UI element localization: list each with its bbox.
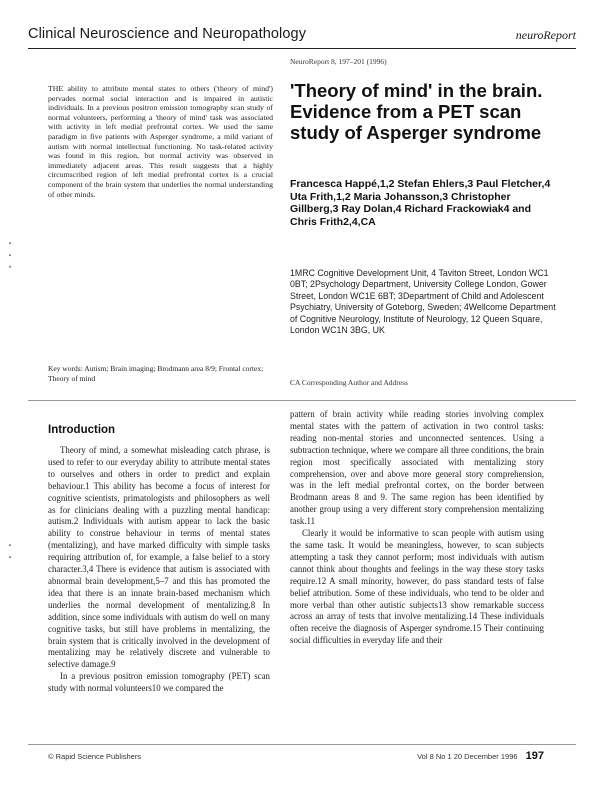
body-paragraph: pattern of brain activity while reading stories involving complex mental states with the pattern of activation in two control tasks: reading non-mental stories and unconnected sentences. Using a subtraction technique, where we compare all three conditions, the brain region most specifically associated with mentalizing story comprehension, over and above more general story comprehension, was in the left medial prefrontal cortex, on the border between Brodmann areas 8 and 9. The same region has been identified by another group using a very different story comprehension mentalizing task.11 xyxy=(290,409,544,527)
body-paragraph: In a previous positron emission tomography (PET) scan study with normal volunteers10 we compared the xyxy=(48,671,270,694)
section-divider xyxy=(28,400,576,401)
affiliations: 1MRC Cognitive Development Unit, 4 Taviton Street, London WC1 0BT; 2Psychology Department, University College London, Gower Street, London WC1E 6BT; 3Department of Child and Adolescent Psychiatry, University of Goteborg, Sweden; 4Wellcome Department of Cognitive Neurology, Institute of Neurology, 12 Queen Square, London WC1N 3BG, UK xyxy=(290,268,556,336)
body-column-right xyxy=(290,409,544,647)
corresponding-author-note: CA Corresponding Author and Address xyxy=(290,378,408,387)
publisher-credit: © Rapid Science Publishers xyxy=(48,752,142,761)
body-paragraph: Theory of mind, a somewhat misleading catch phrase, is used to refer to our everyday ability to attribute mental states to ourselves and others in order to predict and explain behaviour.1 This ability has become a focus of interest for cognitive scientists, primatologists and philosophers as well as for clinicians dealing with a puzzling mental handicap: autism.2 Individuals with autism appear to lack the basic ability to construe behaviour in terms of mental states (mentalizing), and have marked difficulty with simple tasks requiring attribution of, for example, a false belief to a story character.3,4 There is evidence that autism is associated with abnormal brain development,5–7 and this has promoted the idea that there is an innate brain-based mechanism which underlies the normal development of mentalizing.8 In addition, since some individuals with autism do well on many cognitive tasks, but still have problems in mentalizing, the brain system that is critically involved in the development of mentalizing may be relatively discrete and vulnerable to selective damage.9 xyxy=(48,445,270,670)
section-heading-introduction: Introduction xyxy=(48,424,116,436)
article-title: 'Theory of mind' in the brain. Evidence from a PET scan study of Asperger syndrome xyxy=(290,80,543,143)
margin-mark: ▪ ▪ ▪ xyxy=(6,238,14,271)
page-number: 197 xyxy=(525,750,544,762)
page-footer-issue xyxy=(417,750,544,762)
margin-mark: ▪ ▪ xyxy=(6,540,14,561)
header-rule xyxy=(28,48,576,49)
keywords: Key words: Autism; Brain imaging; Brodmann area 8/9; Frontal cortex; Theory of mind xyxy=(48,364,264,383)
author-list: Francesca Happé,1,2 Stefan Ehlers,3 Paul Fletcher,4 Uta Frith,1,2 Maria Johansson,3 Christopher Gillberg,3 Ray Dolan,4 Richard Frackowiak4 and Chris Frith2,4,CA xyxy=(290,178,551,228)
body-column-left xyxy=(48,445,270,695)
journal-brand-logo: neuroReport xyxy=(515,28,576,42)
body-paragraph: Clearly it would be informative to scan people with autism using the same task. It would be meaningless, however, to scan subjects attempting a task they cannot perform; most individuals with autism cannot think about thoughts and feelings in the way these story tasks require.12 A small minority, however, do pass standard tests of false belief attribution. Some of these individuals, who tend to be older and more verbal than other autistic subjects13 show remarkable success across an array of tests that involve mentalizing.14 These individuals often receive the diagnosis of Asperger syndrome.15 Their continuing social difficulties in everyday life and their xyxy=(290,528,544,646)
page-header xyxy=(28,22,576,50)
footer-rule xyxy=(28,744,576,745)
journal-section-title: Clinical Neuroscience and Neuropathology xyxy=(28,26,307,42)
issue-info: Vol 8 No 1 20 December 1996 xyxy=(417,752,518,761)
journal-citation: NeuroReport 8, 197–201 (1996) xyxy=(290,57,387,66)
abstract: THE ability to attribute mental states to others ('theory of mind') pervades normal social interaction and is impaired in autistic individuals. In a previous positron emission tomography scan study of normal volunteers, performing a 'theory of mind' task was associated with activity in left medial prefrontal cortex. We used the same paradigm in five patients with Asperger syndrome, a mild variant of autism with normal intellectual functioning. No task-related activity was found in this region, but normal activity was observed in immediately adjacent areas. This result suggests that a highly circumscribed region of left medial prefrontal cortex is a crucial component of the brain system that underlies the normal understanding of other minds. xyxy=(48,84,273,199)
